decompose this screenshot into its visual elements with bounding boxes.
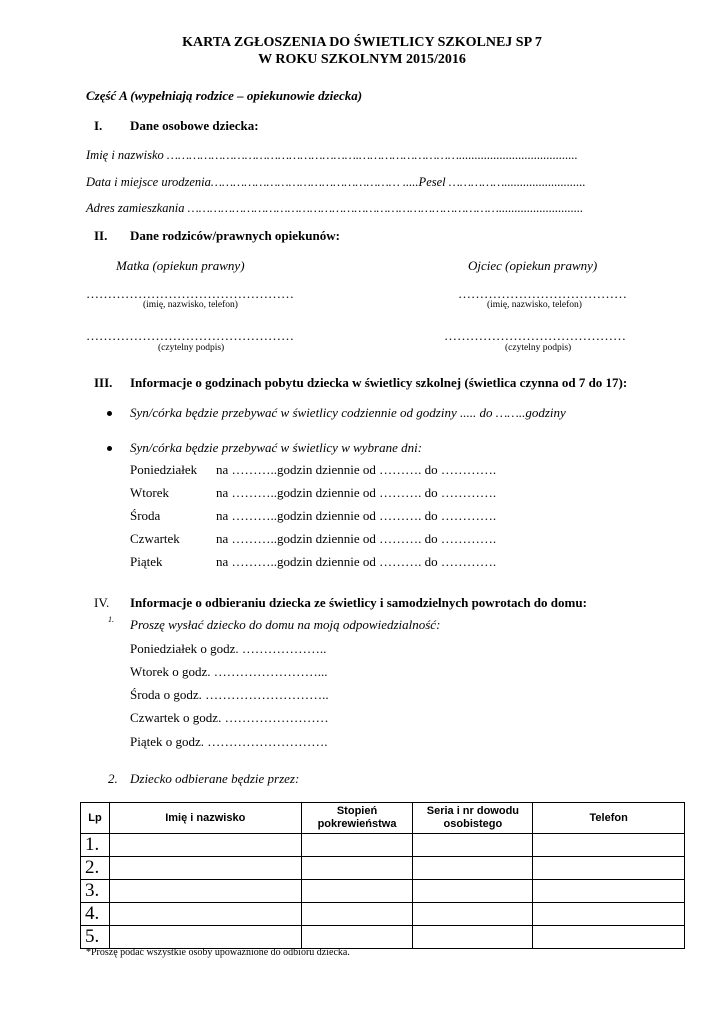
- day-hours-field[interactable]: na ………..godzin dziennie od ………. do ………….: [216, 508, 497, 523]
- send-home-heading: Proszę wysłać dziecko do domu na moją odpowiedzialność:: [130, 617, 441, 632]
- section-3-number: III.: [94, 375, 113, 390]
- footnote: *Proszę podać wszystkie osoby upoważnione do odbioru dziecka.: [86, 947, 350, 958]
- day-label: Środa: [130, 508, 161, 523]
- address-field[interactable]: Adres zamieszkania …………………………………………………………………………...........................: [86, 201, 584, 215]
- authorized-persons-table: [80, 802, 685, 949]
- part-a-heading: Część A (wypełniają rodzice – opiekunowie dziecka): [86, 88, 363, 103]
- item-1-number: 1.: [108, 615, 114, 624]
- day-hours-field[interactable]: na ………..godzin dziennie od ………. do ………….: [216, 462, 497, 477]
- column-header: Seria i nr dowodu osobistego: [413, 803, 533, 834]
- father-signature-caption: (czytelny podpis): [505, 343, 572, 353]
- section-1-heading: Dane osobowe dziecka:: [130, 118, 259, 133]
- column-header: Imię i nazwisko: [109, 803, 301, 834]
- mother-contact-field[interactable]: …………………………………………: [86, 286, 294, 301]
- name-cell[interactable]: [109, 926, 301, 949]
- column-header: Stopień pokrewieństwa: [301, 803, 413, 834]
- day-hours-field[interactable]: na ………..godzin dziennie od ………. do ………….: [216, 531, 497, 546]
- pickup-time-field[interactable]: Wtorek o godz. ……………………...: [130, 664, 328, 679]
- day-label: Poniedziałek: [130, 462, 198, 477]
- mother-label: Matka (opiekun prawny): [116, 258, 245, 273]
- name-cell[interactable]: [109, 857, 301, 880]
- bullet-icon: [107, 411, 112, 416]
- relation-cell[interactable]: [301, 880, 413, 903]
- row-number: 5.: [81, 926, 110, 949]
- id-cell[interactable]: [413, 926, 533, 949]
- section-1-number: I.: [94, 118, 103, 133]
- father-signature-field[interactable]: ……………………………………: [444, 328, 626, 343]
- child-name-field[interactable]: Imię i nazwisko …………………………………………….………………………......................................: [86, 148, 578, 162]
- column-header: Telefon: [533, 803, 685, 834]
- day-label: Czwartek: [130, 531, 180, 546]
- father-label: Ojciec (opiekun prawny): [468, 258, 598, 273]
- section-2-number: II.: [94, 228, 108, 243]
- id-cell[interactable]: [413, 834, 533, 857]
- section-3-heading: Informacje o godzinach pobytu dziecka w świetlicy szkolnej (świetlica czynna od 7 do 17):: [130, 375, 628, 390]
- day-label: Wtorek: [130, 485, 169, 500]
- row-number: 3.: [81, 880, 110, 903]
- relation-cell[interactable]: [301, 926, 413, 949]
- phone-cell[interactable]: [533, 903, 685, 926]
- mother-signature-field[interactable]: …………………………………………: [86, 328, 294, 343]
- table-header-row: [81, 803, 685, 834]
- pickup-persons-heading: Dziecko odbierane będzie przez:: [130, 771, 300, 786]
- name-cell[interactable]: [109, 834, 301, 857]
- daily-hours-field[interactable]: Syn/córka będzie przebywać w świetlicy codziennie od godziny ..... do ……..godziny: [130, 405, 566, 420]
- mother-signature-caption: (czytelny podpis): [158, 343, 225, 353]
- section-4-heading: Informacje o odbieraniu dziecka ze świetlicy i samodzielnych powrotach do domu:: [130, 595, 587, 610]
- name-cell[interactable]: [109, 880, 301, 903]
- selected-days-heading: Syn/córka będzie przebywać w świetlicy w wybrane dni:: [130, 440, 423, 455]
- day-hours-field[interactable]: na ………..godzin dziennie od ………. do ………….: [216, 554, 497, 569]
- section-4-number: IV.: [94, 595, 110, 610]
- relation-cell[interactable]: [301, 834, 413, 857]
- father-contact-field[interactable]: …………………………………: [458, 286, 627, 301]
- bullet-icon: [107, 446, 112, 451]
- id-cell[interactable]: [413, 857, 533, 880]
- column-header: Lp: [81, 803, 110, 834]
- mother-contact-caption: (imię, nazwisko, telefon): [143, 300, 238, 310]
- table-row: [81, 880, 685, 903]
- row-number: 1.: [81, 834, 110, 857]
- phone-cell[interactable]: [533, 926, 685, 949]
- item-2-number: 2.: [108, 771, 118, 786]
- father-contact-caption: (imię, nazwisko, telefon): [487, 300, 582, 310]
- phone-cell[interactable]: [533, 834, 685, 857]
- form-title-line1: KARTA ZGŁOSZENIA DO ŚWIETLICY SZKOLNEJ SP 7: [182, 35, 542, 50]
- phone-cell[interactable]: [533, 857, 685, 880]
- pickup-time-field[interactable]: Piątek o godz. ……………………….: [130, 734, 328, 749]
- phone-cell[interactable]: [533, 880, 685, 903]
- birth-pesel-field[interactable]: Data i miejsce urodzenia…………………………………………… .....Pesel ……………..........................: [86, 175, 586, 189]
- table-row: [81, 834, 685, 857]
- id-cell[interactable]: [413, 880, 533, 903]
- table-row: [81, 926, 685, 949]
- pickup-time-field[interactable]: Środa o godz. ………………………..: [130, 687, 329, 702]
- row-number: 2.: [81, 857, 110, 880]
- form-title-line2: W ROKU SZKOLNYM 2015/2016: [258, 52, 466, 67]
- relation-cell[interactable]: [301, 857, 413, 880]
- pickup-time-field[interactable]: Poniedziałek o godz. ………………..: [130, 641, 327, 656]
- day-hours-field[interactable]: na ………..godzin dziennie od ………. do ………….: [216, 485, 497, 500]
- day-label: Piątek: [130, 554, 163, 569]
- section-2-heading: Dane rodziców/prawnych opiekunów:: [130, 228, 340, 243]
- id-cell[interactable]: [413, 903, 533, 926]
- pickup-time-field[interactable]: Czwartek o godz. ……………………: [130, 710, 329, 725]
- table-row: [81, 903, 685, 926]
- table-row: [81, 857, 685, 880]
- row-number: 4.: [81, 903, 110, 926]
- name-cell[interactable]: [109, 903, 301, 926]
- relation-cell[interactable]: [301, 903, 413, 926]
